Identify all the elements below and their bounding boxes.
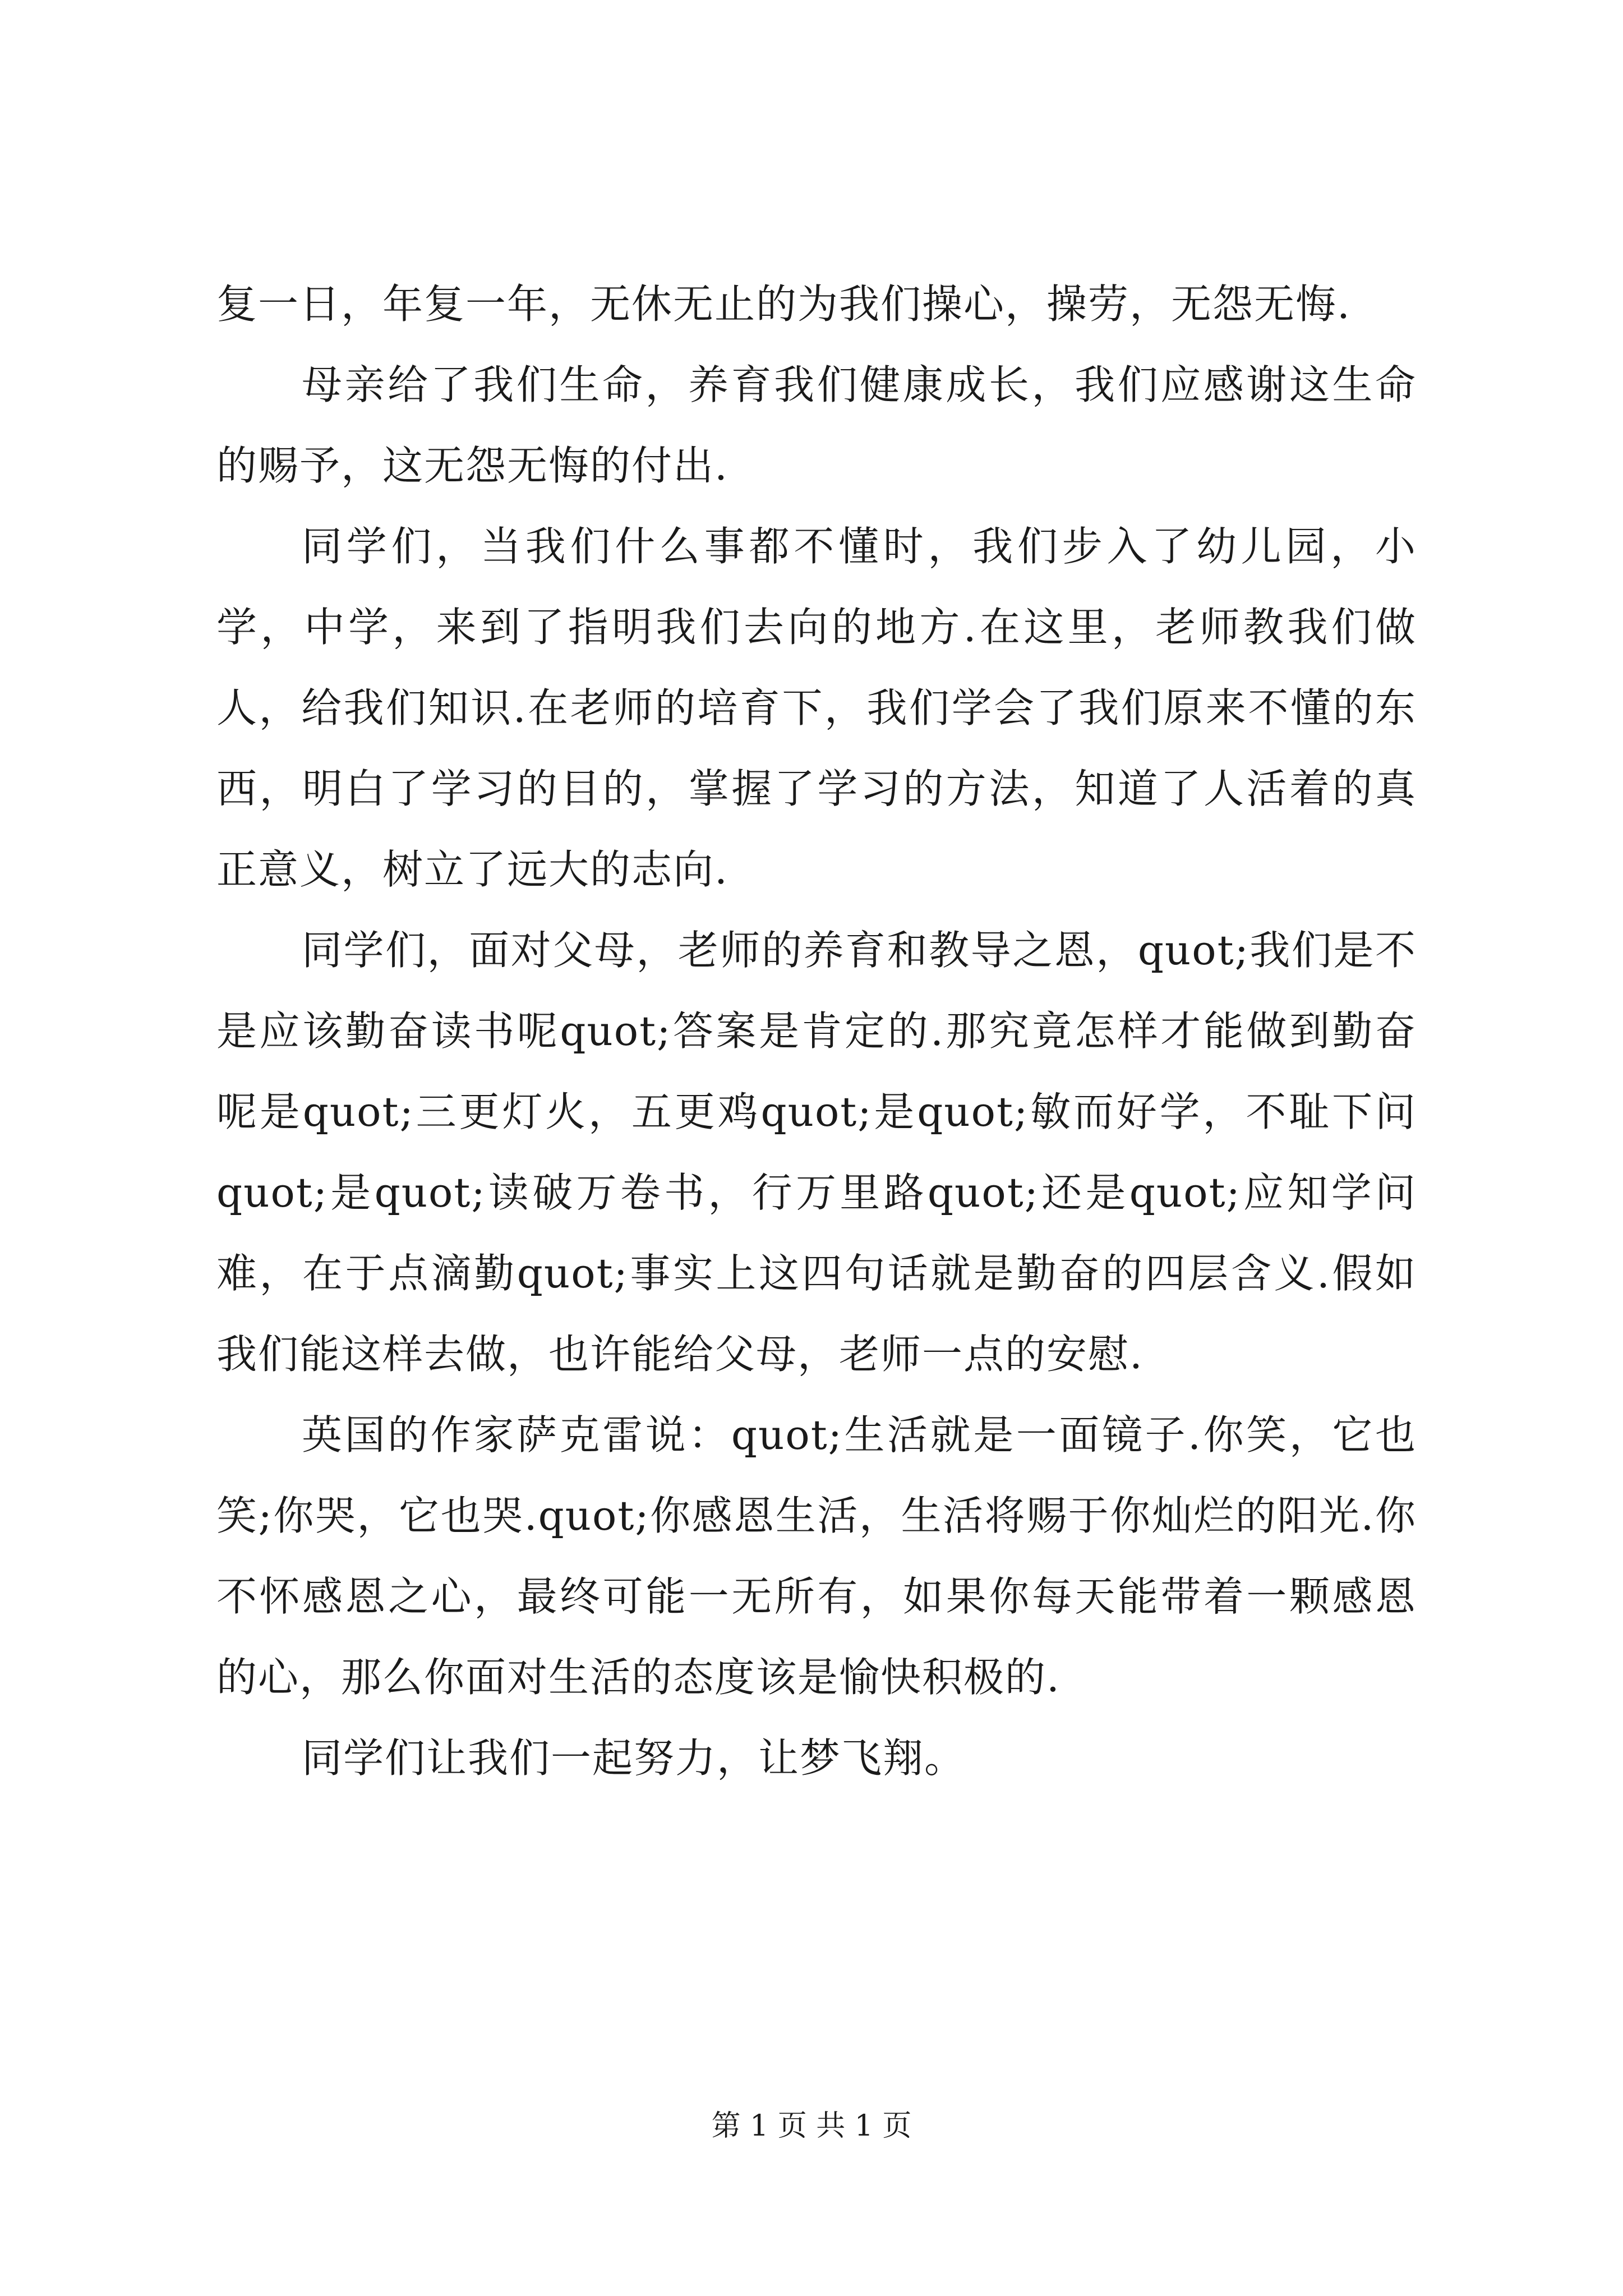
paragraph-2: 母亲给了我们生命，养育我们健康成长，我们应感谢这生命的赐予，这无怨无悔的付出. [216,361,1417,489]
paragraph-6: 同学们让我们一起努力，让梦飞翔。 [302,1734,966,1782]
paragraph-4: 同学们，面对父母，老师的养育和教导之恩，quot;我们是不是应该勤奋读书呢quot;答案是肯定的.那究竟怎样才能做到勤奋呢是quot;三更灯火，五更鸡quot;是quot;敏而好学，不耻下问quot;是quot;读破万卷书，行万里路quot;还是quot;应知学问难，在于点滴勤quot;事实上这四句话就是勤奋的四层含义.假如我们能这样去做，也许能给父母，老师一点的安慰. [216,927,1417,1378]
document-body [216,264,1417,1798]
paragraph-1: 复一日，年复一年，无休无止的为我们操心，操劳，无怨无悔. [216,280,1351,328]
page-footer: 第 1 页 共 1 页 [711,2109,912,2143]
paragraph-3: 同学们，当我们什么事都不懂时，我们步入了幼儿园，小学，中学，来到了指明我们去向的地方.在这里，老师教我们做人，给我们知识.在老师的培育下，我们学会了我们原来不懂的东西，明白了学习的目的，掌握了学习的方法，知道了人活着的真正意义，树立了远大的志向. [216,523,1417,893]
paragraph-5: 英国的作家萨克雷说：quot;生活就是一面镜子.你笑，它也笑;你哭，它也哭.quot;你感恩生活，生活将赐于你灿烂的阳光.你不怀感恩之心，最终可能一无所有，如果你每天能带着一颗感恩的心，那么你面对生活的态度该是愉快积极的. [216,1411,1417,1701]
